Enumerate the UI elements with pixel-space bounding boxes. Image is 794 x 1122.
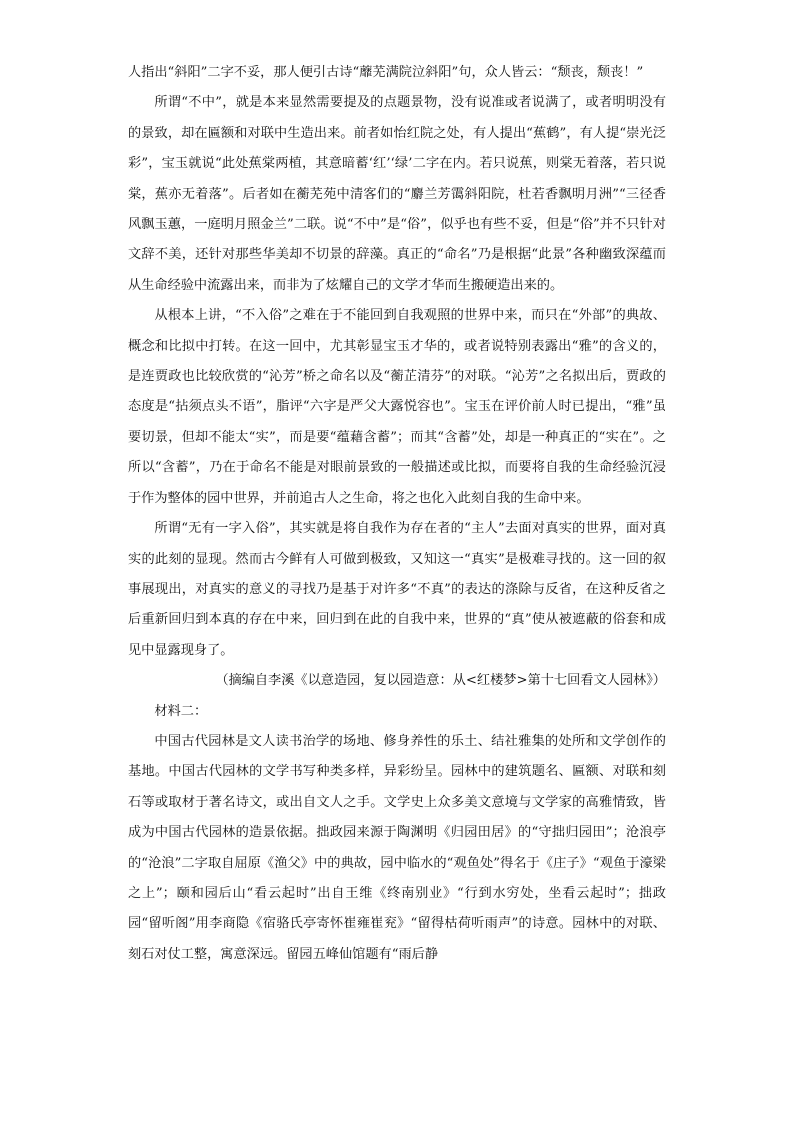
paragraph-1: 人指出“斜阳”二字不妥，那人便引古诗“蘼芜满院泣斜阳”句，众人皆云：“颓丧，颓丧！” <box>128 65 644 80</box>
document-page <box>128 58 666 970</box>
paragraph-5: 中国古代园林是文人读书治学的场地、修身养性的乐土、结社雅集的处所和文学创作的基地。中国古代园林的文学书写种类多样，异彩纷呈。园林中的建筑题名、匾额、对联和刻石等或取材于著名诗文，或出自文人之手。文学史上众多美文意境与文学家的高雅情致，皆成为中国古代园林的造景依据。拙政园来源于陶渊明《归园田居》的“守拙归园田”；沧浪亭的“沧浪”二字取自屈原《渔父》中的典故，园中临水的“观鱼处”得名于《庄子》“观鱼于濠梁之上”；颐和园后山“看云起时”出自王维《终南别业》“行到水穷处，坐看云起时”；拙政园“留听阁”用李商隐《宿骆氏亭寄怀崔雍崔兖》“留得枯荷听雨声”的诗意。园林中的对联、刻石对仗工整，寓意深远。留园五峰仙馆题有“雨后静 <box>128 733 666 962</box>
material-heading: 材料二： <box>154 703 208 719</box>
paragraph-3: 从根本上讲，“不入俗”之难在于不能回到自我观照的世界中来，而只在“外部”的典故、概念和比拟中打转。在这一回中，尤其彰显宝玉才华的，或者说特别表露出“雅”的含义的，是连贾政也比较欣赏的“沁芳”桥之命名以及“蘅芷清芬”的对联。“沁芳”之名拟出后，贾政的态度是“拈须点头不语”，脂评“六字是严父大露悦容也”。宝玉在评价前人时已提出，“雅”虽要切景，但却不能太“实”，而是要“蕴藉含蓄”；而其“含蓄”处，却是一种真正的“实在”。之所以“含蓄”，乃在于命名不能是对眼前景致的一般描述或比拟，而要将自我的生命经验沉浸于作为整体的园中世界，并前追古人之生命，将之也化入此刻自我的生命中来。 <box>128 308 666 506</box>
paragraph-4: 所谓“无有一字入俗”，其实就是将自我作为存在者的“主人”去面对真实的世界，面对真实的此刻的显现。然而古今鲜有人可做到极致，又知这一“真实”是极难寻找的。这一回的叙事展现出，对真实的意义的寻找乃是基于对许多“不真”的表达的涤除与反省，在这种反省之后重新回归到本真的存在中来，回归到在此的自我中来，世界的“真”使从被遮蔽的俗套和成见中显露现身了。 <box>128 521 666 658</box>
source-citation: （摘编自李溪《以意造园，复以园造意：从<红楼梦>第十七回看文人园林》） <box>215 673 666 689</box>
paragraph-2: 所谓“不中”，就是本来显然需要提及的点题景物，没有说准或者说满了，或者明明没有的景致，却在匾额和对联中生造出来。前者如怡红院之处，有人提出“蕉鹤”，有人提“崇光泛彩”，宝玉就说“此处蕉棠两植，其意暗蓄‘红’‘绿’二字在内。若只说蕉，则棠无着落，若只说棠，蕉亦无着落”。后者如在蘅芜苑中清客们的“麝兰芳霭斜阳院，杜若香飘明月洲”“三径香风飘玉蕙，一庭明月照金兰”二联。说“不中”是“俗”，似乎也有些不妥，但是“俗”并不只针对文辞不美，还针对那些华美却不切景的辞藻。真正的“命名”乃是根据“此景”各种幽致深蕴而从生命经验中流露出来，而非为了炫耀自己的文学才华而生搬硬造出来的。 <box>128 95 666 293</box>
